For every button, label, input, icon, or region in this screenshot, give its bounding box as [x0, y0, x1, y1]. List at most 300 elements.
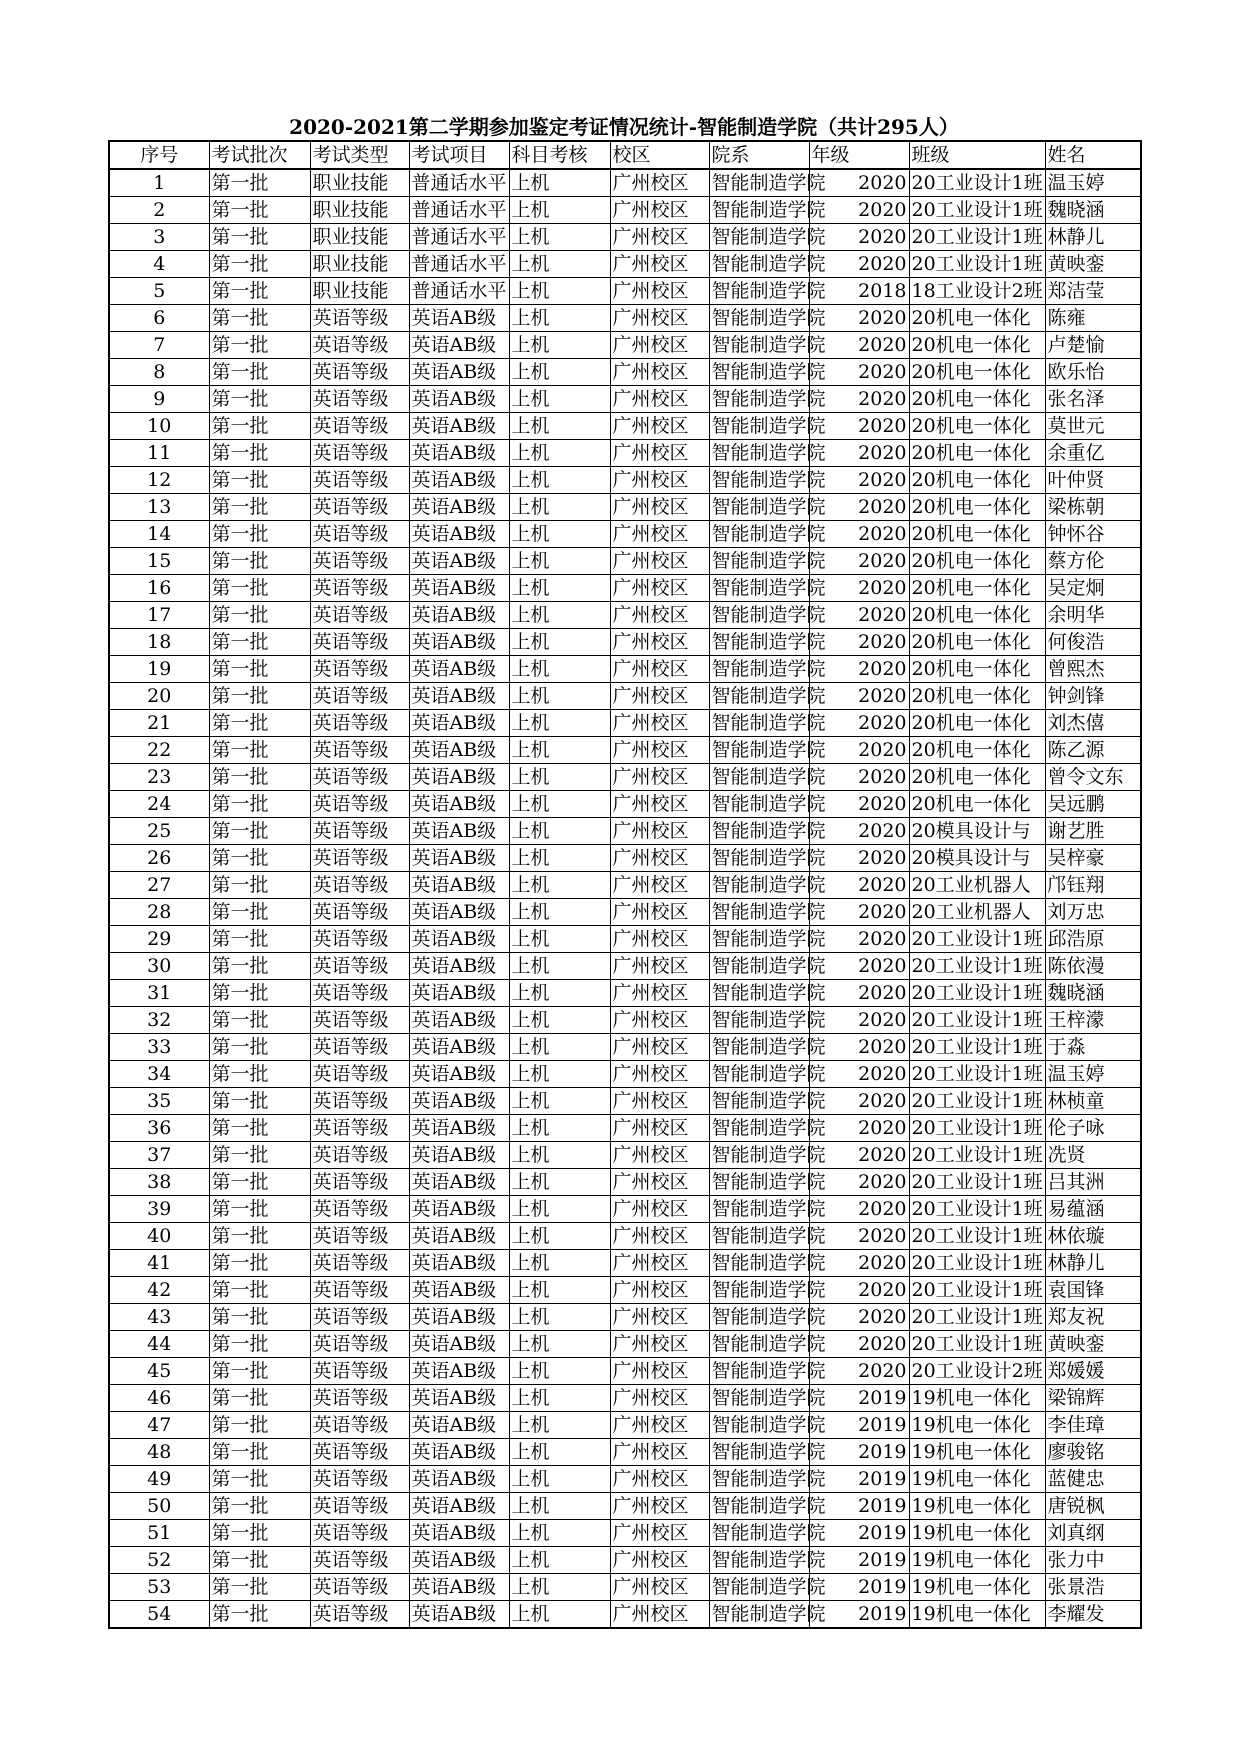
cell-type: 英语等级	[310, 1196, 409, 1223]
table-row	[109, 1304, 1141, 1331]
cell-type: 英语等级	[310, 899, 409, 926]
cell-grade: 2019	[809, 1601, 909, 1629]
cell-subject: 上机	[509, 926, 610, 953]
cell-campus: 广州校区	[610, 1412, 709, 1439]
table-row	[109, 386, 1141, 413]
cell-no: 50	[109, 1493, 209, 1520]
cell-dept: 智能制造学院	[709, 1088, 809, 1115]
table-row	[109, 1061, 1141, 1088]
cell-batch: 第一批	[209, 169, 310, 197]
table-row	[109, 1196, 1141, 1223]
cell-project: 英语AB级	[409, 1142, 509, 1169]
cell-project: 英语AB级	[409, 1169, 509, 1196]
cell-grade: 2020	[809, 899, 909, 926]
cell-campus: 广州校区	[610, 683, 709, 710]
cell-campus: 广州校区	[610, 710, 709, 737]
cell-grade: 2020	[809, 251, 909, 278]
cell-project: 英语AB级	[409, 1439, 509, 1466]
cell-campus: 广州校区	[610, 845, 709, 872]
cell-dept: 智能制造学院	[709, 494, 809, 521]
cell-grade: 2020	[809, 953, 909, 980]
cell-dept: 智能制造学院	[709, 1277, 809, 1304]
cell-campus: 广州校区	[610, 602, 709, 629]
cell-subject: 上机	[509, 1385, 610, 1412]
cell-campus: 广州校区	[610, 1304, 709, 1331]
cell-name: 温玉婷	[1045, 1061, 1141, 1088]
cell-project: 英语AB级	[409, 1223, 509, 1250]
cell-no: 39	[109, 1196, 209, 1223]
cell-project: 英语AB级	[409, 575, 509, 602]
cell-subject: 上机	[509, 521, 610, 548]
table-row	[109, 710, 1141, 737]
cell-batch: 第一批	[209, 251, 310, 278]
cell-subject: 上机	[509, 278, 610, 305]
cell-type: 英语等级	[310, 1331, 409, 1358]
table-row	[109, 1115, 1141, 1142]
cell-name: 郑媛媛	[1045, 1358, 1141, 1385]
cell-class: 20工业设计1班	[909, 1169, 1045, 1196]
cell-name: 温玉婷	[1045, 169, 1141, 197]
cell-batch: 第一批	[209, 1169, 310, 1196]
cell-dept: 智能制造学院	[709, 1007, 809, 1034]
cell-grade: 2020	[809, 467, 909, 494]
cell-project: 英语AB级	[409, 1034, 509, 1061]
table-row	[109, 224, 1141, 251]
cell-dept: 智能制造学院	[709, 197, 809, 224]
cell-class: 20机电一体化	[909, 656, 1045, 683]
cell-type: 英语等级	[310, 710, 409, 737]
cell-batch: 第一批	[209, 980, 310, 1007]
cell-dept: 智能制造学院	[709, 1547, 809, 1574]
cell-batch: 第一批	[209, 899, 310, 926]
table-row	[109, 1007, 1141, 1034]
cell-campus: 广州校区	[610, 1574, 709, 1601]
cell-grade: 2019	[809, 1574, 909, 1601]
cell-type: 英语等级	[310, 1250, 409, 1277]
cell-campus: 广州校区	[610, 1007, 709, 1034]
cell-name: 冼贤	[1045, 1142, 1141, 1169]
cell-project: 英语AB级	[409, 845, 509, 872]
cell-project: 英语AB级	[409, 359, 509, 386]
cell-dept: 智能制造学院	[709, 791, 809, 818]
cell-name: 钟怀谷	[1045, 521, 1141, 548]
table-row	[109, 764, 1141, 791]
cell-dept: 智能制造学院	[709, 710, 809, 737]
cell-batch: 第一批	[209, 683, 310, 710]
cell-campus: 广州校区	[610, 251, 709, 278]
cell-batch: 第一批	[209, 575, 310, 602]
cell-campus: 广州校区	[610, 1196, 709, 1223]
table-row	[109, 1574, 1141, 1601]
table-row	[109, 359, 1141, 386]
cell-name: 刘万忠	[1045, 899, 1141, 926]
cell-type: 英语等级	[310, 1520, 409, 1547]
cell-subject: 上机	[509, 1196, 610, 1223]
cell-dept: 智能制造学院	[709, 467, 809, 494]
table-row	[109, 791, 1141, 818]
cell-grade: 2020	[809, 1304, 909, 1331]
cell-subject: 上机	[509, 332, 610, 359]
cell-no: 23	[109, 764, 209, 791]
cell-batch: 第一批	[209, 1142, 310, 1169]
cell-batch: 第一批	[209, 1493, 310, 1520]
cell-dept: 智能制造学院	[709, 1331, 809, 1358]
cell-no: 14	[109, 521, 209, 548]
cell-grade: 2019	[809, 1466, 909, 1493]
cell-type: 英语等级	[310, 305, 409, 332]
cell-class: 20机电一体化	[909, 575, 1045, 602]
cell-campus: 广州校区	[610, 224, 709, 251]
cell-project: 英语AB级	[409, 440, 509, 467]
cell-no: 3	[109, 224, 209, 251]
cell-class: 20机电一体化	[909, 548, 1045, 575]
cell-grade: 2020	[809, 1088, 909, 1115]
cell-subject: 上机	[509, 1466, 610, 1493]
cell-class: 19机电一体化	[909, 1493, 1045, 1520]
cell-project: 英语AB级	[409, 1304, 509, 1331]
cell-no: 28	[109, 899, 209, 926]
cell-grade: 2020	[809, 926, 909, 953]
table-row	[109, 1034, 1141, 1061]
cell-name: 邱浩原	[1045, 926, 1141, 953]
cell-campus: 广州校区	[610, 467, 709, 494]
cell-no: 17	[109, 602, 209, 629]
cell-grade: 2020	[809, 1115, 909, 1142]
cell-subject: 上机	[509, 953, 610, 980]
cell-name: 袁国锋	[1045, 1277, 1141, 1304]
cell-dept: 智能制造学院	[709, 1169, 809, 1196]
cell-type: 英语等级	[310, 1601, 409, 1629]
cell-batch: 第一批	[209, 710, 310, 737]
cell-subject: 上机	[509, 1520, 610, 1547]
cell-subject: 上机	[509, 764, 610, 791]
cell-class: 20机电一体化	[909, 332, 1045, 359]
cell-type: 英语等级	[310, 386, 409, 413]
cell-name: 魏晓涵	[1045, 980, 1141, 1007]
cell-dept: 智能制造学院	[709, 224, 809, 251]
cell-class: 20模具设计与	[909, 818, 1045, 845]
cell-batch: 第一批	[209, 1601, 310, 1629]
cell-name: 吴梓豪	[1045, 845, 1141, 872]
cell-grade: 2020	[809, 1331, 909, 1358]
cell-grade: 2020	[809, 197, 909, 224]
cell-name: 黄映銮	[1045, 251, 1141, 278]
cell-project: 英语AB级	[409, 1115, 509, 1142]
cell-project: 英语AB级	[409, 980, 509, 1007]
cell-no: 15	[109, 548, 209, 575]
cell-class: 20机电一体化	[909, 521, 1045, 548]
cell-batch: 第一批	[209, 467, 310, 494]
cell-project: 英语AB级	[409, 818, 509, 845]
cell-project: 英语AB级	[409, 386, 509, 413]
cell-no: 45	[109, 1358, 209, 1385]
cell-grade: 2020	[809, 413, 909, 440]
cell-project: 英语AB级	[409, 1412, 509, 1439]
cell-no: 26	[109, 845, 209, 872]
cell-batch: 第一批	[209, 1088, 310, 1115]
cell-grade: 2020	[809, 710, 909, 737]
cell-type: 英语等级	[310, 1169, 409, 1196]
header-cell-subject: 科目考核	[509, 141, 610, 169]
cell-grade: 2020	[809, 359, 909, 386]
cell-batch: 第一批	[209, 926, 310, 953]
cell-batch: 第一批	[209, 494, 310, 521]
cell-campus: 广州校区	[610, 1088, 709, 1115]
table-row	[109, 197, 1141, 224]
cell-dept: 智能制造学院	[709, 305, 809, 332]
cell-campus: 广州校区	[610, 1547, 709, 1574]
cell-class: 20工业设计1班	[909, 1034, 1045, 1061]
cell-project: 英语AB级	[409, 926, 509, 953]
cell-campus: 广州校区	[610, 332, 709, 359]
cell-grade: 2020	[809, 872, 909, 899]
cell-type: 职业技能	[310, 278, 409, 305]
cell-campus: 广州校区	[610, 737, 709, 764]
cell-class: 20工业设计1班	[909, 1277, 1045, 1304]
cell-grade: 2020	[809, 575, 909, 602]
cell-subject: 上机	[509, 737, 610, 764]
table-row	[109, 737, 1141, 764]
cell-dept: 智能制造学院	[709, 1412, 809, 1439]
cell-project: 英语AB级	[409, 899, 509, 926]
cell-name: 伦子咏	[1045, 1115, 1141, 1142]
cell-class: 20工业设计1班	[909, 251, 1045, 278]
cell-type: 英语等级	[310, 1304, 409, 1331]
cell-grade: 2020	[809, 791, 909, 818]
cell-class: 19机电一体化	[909, 1385, 1045, 1412]
cell-batch: 第一批	[209, 332, 310, 359]
table-row	[109, 575, 1141, 602]
cell-class: 20工业设计1班	[909, 1196, 1045, 1223]
cell-name: 蔡方伦	[1045, 548, 1141, 575]
cell-batch: 第一批	[209, 1466, 310, 1493]
table-row	[109, 872, 1141, 899]
cell-name: 曾熙杰	[1045, 656, 1141, 683]
cell-type: 英语等级	[310, 494, 409, 521]
cell-project: 英语AB级	[409, 494, 509, 521]
cell-name: 欧乐怡	[1045, 359, 1141, 386]
table-row	[109, 521, 1141, 548]
cell-no: 36	[109, 1115, 209, 1142]
cell-project: 英语AB级	[409, 332, 509, 359]
cell-project: 英语AB级	[409, 1358, 509, 1385]
cell-name: 谢艺胜	[1045, 818, 1141, 845]
cell-campus: 广州校区	[610, 980, 709, 1007]
cell-no: 30	[109, 953, 209, 980]
cell-campus: 广州校区	[610, 1277, 709, 1304]
table-row	[109, 278, 1141, 305]
cell-class: 20工业设计1班	[909, 980, 1045, 1007]
cell-type: 英语等级	[310, 1061, 409, 1088]
cell-subject: 上机	[509, 980, 610, 1007]
cell-dept: 智能制造学院	[709, 413, 809, 440]
table-row	[109, 926, 1141, 953]
cell-type: 英语等级	[310, 467, 409, 494]
cell-campus: 广州校区	[610, 818, 709, 845]
cell-dept: 智能制造学院	[709, 845, 809, 872]
cell-project: 英语AB级	[409, 1493, 509, 1520]
cell-subject: 上机	[509, 359, 610, 386]
cell-no: 25	[109, 818, 209, 845]
cell-type: 英语等级	[310, 1493, 409, 1520]
cell-class: 20模具设计与	[909, 845, 1045, 872]
cell-name: 魏晓涵	[1045, 197, 1141, 224]
cell-batch: 第一批	[209, 305, 310, 332]
cell-campus: 广州校区	[610, 440, 709, 467]
cell-no: 22	[109, 737, 209, 764]
table-row	[109, 305, 1141, 332]
cell-type: 英语等级	[310, 1007, 409, 1034]
cell-subject: 上机	[509, 1034, 610, 1061]
cell-campus: 广州校区	[610, 1358, 709, 1385]
cell-campus: 广州校区	[610, 1169, 709, 1196]
cell-type: 英语等级	[310, 1277, 409, 1304]
cell-grade: 2019	[809, 1385, 909, 1412]
table-row	[109, 1250, 1141, 1277]
cell-no: 38	[109, 1169, 209, 1196]
cell-no: 42	[109, 1277, 209, 1304]
cell-grade: 2019	[809, 1547, 909, 1574]
cell-batch: 第一批	[209, 1304, 310, 1331]
table-row	[109, 169, 1141, 197]
cell-subject: 上机	[509, 169, 610, 197]
cell-campus: 广州校区	[610, 629, 709, 656]
header-cell-campus: 校区	[610, 141, 709, 169]
cell-batch: 第一批	[209, 1385, 310, 1412]
cell-grade: 2020	[809, 656, 909, 683]
cell-batch: 第一批	[209, 1412, 310, 1439]
cell-class: 20机电一体化	[909, 494, 1045, 521]
cell-campus: 广州校区	[610, 872, 709, 899]
cell-subject: 上机	[509, 1088, 610, 1115]
cell-project: 英语AB级	[409, 548, 509, 575]
cell-type: 英语等级	[310, 926, 409, 953]
cell-grade: 2020	[809, 1196, 909, 1223]
cell-subject: 上机	[509, 1007, 610, 1034]
cell-dept: 智能制造学院	[709, 980, 809, 1007]
cell-name: 李佳璋	[1045, 1412, 1141, 1439]
cell-subject: 上机	[509, 251, 610, 278]
cell-dept: 智能制造学院	[709, 169, 809, 197]
cell-grade: 2019	[809, 1439, 909, 1466]
cell-grade: 2020	[809, 764, 909, 791]
cell-dept: 智能制造学院	[709, 629, 809, 656]
cell-class: 20工业设计1班	[909, 197, 1045, 224]
cell-batch: 第一批	[209, 1574, 310, 1601]
cell-no: 24	[109, 791, 209, 818]
cell-dept: 智能制造学院	[709, 1034, 809, 1061]
cell-campus: 广州校区	[610, 169, 709, 197]
cell-dept: 智能制造学院	[709, 1223, 809, 1250]
cell-subject: 上机	[509, 1574, 610, 1601]
cell-campus: 广州校区	[610, 1250, 709, 1277]
cell-no: 41	[109, 1250, 209, 1277]
cell-grade: 2020	[809, 737, 909, 764]
cell-class: 20工业设计2班	[909, 1358, 1045, 1385]
cell-project: 英语AB级	[409, 1520, 509, 1547]
cell-campus: 广州校区	[610, 305, 709, 332]
cell-no: 31	[109, 980, 209, 1007]
cell-class: 20机电一体化	[909, 791, 1045, 818]
cell-project: 英语AB级	[409, 1466, 509, 1493]
cell-grade: 2020	[809, 1358, 909, 1385]
table-row	[109, 683, 1141, 710]
cell-campus: 广州校区	[610, 1142, 709, 1169]
cell-project: 英语AB级	[409, 1250, 509, 1277]
cell-dept: 智能制造学院	[709, 764, 809, 791]
cell-class: 20工业设计1班	[909, 1304, 1045, 1331]
cell-campus: 广州校区	[610, 521, 709, 548]
cell-subject: 上机	[509, 305, 610, 332]
cell-class: 20工业设计1班	[909, 1331, 1045, 1358]
cell-type: 职业技能	[310, 197, 409, 224]
cell-campus: 广州校区	[610, 1439, 709, 1466]
cell-type: 英语等级	[310, 359, 409, 386]
cell-dept: 智能制造学院	[709, 818, 809, 845]
cell-no: 44	[109, 1331, 209, 1358]
cell-grade: 2020	[809, 602, 909, 629]
cell-type: 英语等级	[310, 629, 409, 656]
cell-class: 20工业设计1班	[909, 1115, 1045, 1142]
header-row	[109, 141, 1141, 169]
cell-batch: 第一批	[209, 1520, 310, 1547]
cell-batch: 第一批	[209, 548, 310, 575]
cell-campus: 广州校区	[610, 575, 709, 602]
cell-type: 英语等级	[310, 791, 409, 818]
cell-project: 普通话水平	[409, 251, 509, 278]
cell-class: 20机电一体化	[909, 359, 1045, 386]
cell-batch: 第一批	[209, 1007, 310, 1034]
cell-class: 20机电一体化	[909, 413, 1045, 440]
cell-no: 51	[109, 1520, 209, 1547]
cell-dept: 智能制造学院	[709, 602, 809, 629]
cell-name: 郑洁莹	[1045, 278, 1141, 305]
cell-batch: 第一批	[209, 818, 310, 845]
cell-name: 张名泽	[1045, 386, 1141, 413]
cell-type: 英语等级	[310, 1385, 409, 1412]
cell-campus: 广州校区	[610, 197, 709, 224]
table-row	[109, 1520, 1141, 1547]
cell-project: 普通话水平	[409, 169, 509, 197]
table-row	[109, 845, 1141, 872]
cell-no: 34	[109, 1061, 209, 1088]
cell-project: 英语AB级	[409, 872, 509, 899]
cell-class: 20机电一体化	[909, 386, 1045, 413]
cell-campus: 广州校区	[610, 359, 709, 386]
table-row	[109, 1439, 1141, 1466]
table-row	[109, 1493, 1141, 1520]
table-row	[109, 1358, 1141, 1385]
cell-grade: 2020	[809, 1250, 909, 1277]
cell-grade: 2020	[809, 440, 909, 467]
cell-no: 53	[109, 1574, 209, 1601]
cell-no: 37	[109, 1142, 209, 1169]
cell-batch: 第一批	[209, 278, 310, 305]
header-cell-name: 姓名	[1045, 141, 1141, 169]
cell-campus: 广州校区	[610, 386, 709, 413]
cell-dept: 智能制造学院	[709, 332, 809, 359]
cell-no: 46	[109, 1385, 209, 1412]
cell-class: 20工业设计1班	[909, 1142, 1045, 1169]
table-row	[109, 656, 1141, 683]
cell-grade: 2020	[809, 332, 909, 359]
cell-dept: 智能制造学院	[709, 1520, 809, 1547]
cell-name: 余重亿	[1045, 440, 1141, 467]
cell-dept: 智能制造学院	[709, 737, 809, 764]
cell-subject: 上机	[509, 602, 610, 629]
cell-project: 英语AB级	[409, 305, 509, 332]
cell-subject: 上机	[509, 1439, 610, 1466]
